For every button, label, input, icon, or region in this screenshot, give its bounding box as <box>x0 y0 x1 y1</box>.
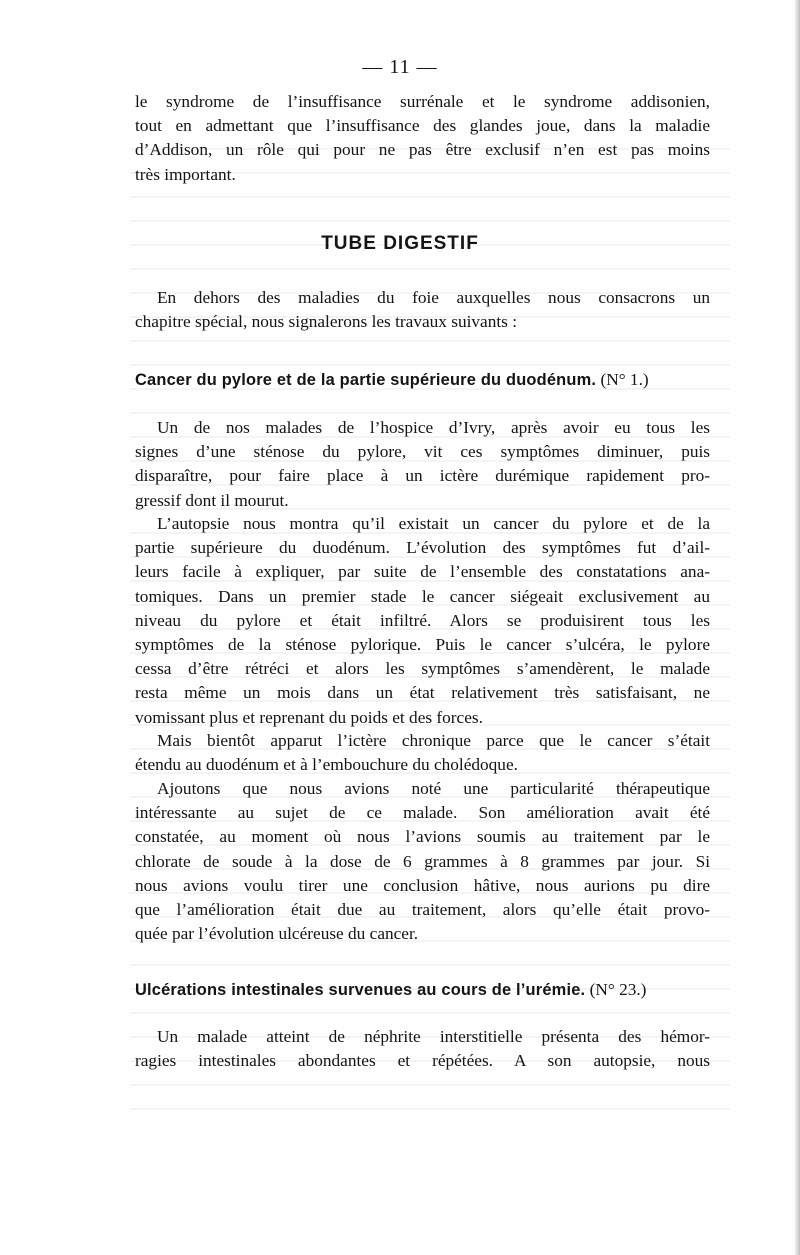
case1-paragraph-1 <box>135 416 710 513</box>
text-line: niveau du pylore et était infiltré. Alors se produisirent tous les <box>135 610 710 630</box>
case2-heading <box>135 978 710 1002</box>
text-line: intéressante au sujet de ce malade. Son amélioration avait été <box>135 803 710 823</box>
text-line: nous avions voulu tirer une conclusion hâtive, nous aurions pu dire <box>135 875 710 895</box>
text-line: quée par l’évolution ulcéreuse du cancer. <box>135 924 419 944</box>
section-title: TUBE DIGESTIF <box>321 233 479 254</box>
text-line: que l’amélioration était due au traitement, alors qu’elle était provo- <box>135 900 710 920</box>
text-line: chapitre spécial, nous signalerons les travaux suivants : <box>135 312 518 332</box>
text-line: disparaître, pour faire place à un ictère durémique rapidement pro- <box>135 466 710 486</box>
text-line: très important. <box>135 164 236 184</box>
case2-reference: (N° 23.) <box>589 980 647 999</box>
intro-paragraph <box>135 90 710 187</box>
text-line: chlorate de soude à la dose de 6 grammes à 8 grammes par jour. Si <box>135 851 710 871</box>
text-line: resta même un mois dans un état relativement très satisfaisant, ne <box>135 683 710 703</box>
text-line: tout en admettant que l’insuffisance des glandes joue, dans la maladie <box>135 116 710 136</box>
text-line: En dehors des maladies du foie auxquelles nous consacrons un <box>157 288 710 307</box>
text-line: tomiques. Dans un premier stade le cancer siégeait exclusivement au <box>135 586 710 606</box>
text-line: gressif dont il mourut. <box>135 490 289 510</box>
case1-paragraph-2 <box>135 512 710 730</box>
case1-reference: (N° 1.) <box>600 370 649 389</box>
page-edge-shadow <box>794 0 800 1255</box>
text-line: d’Addison, un rôle qui pour ne pas être exclusif n’en est pas moins <box>135 140 710 160</box>
text-line: signes d’une sténose du pylore, vit ces symptômes diminuer, puis <box>135 442 710 462</box>
text-line: partie supérieure du duodénum. L’évolution des symptômes fut d’ail- <box>135 538 710 558</box>
text-line: le syndrome de l’insuffisance surrénale et le syndrome addisonien, <box>135 92 710 111</box>
text-line: Un malade atteint de néphrite interstitielle présenta des hémor- <box>157 1027 710 1046</box>
text-line: L’autopsie nous montra qu’il existait un cancer du pylore et de la <box>157 514 710 533</box>
case1-paragraph-3 <box>135 729 710 777</box>
text-line: Un de nos malades de l’hospice d’Ivry, après avoir eu tous les <box>157 418 710 437</box>
case1-paragraph-4 <box>135 777 710 946</box>
text-line: constatée, au moment où nous l’avions soumis au traitement par le <box>135 827 710 847</box>
case2-paragraph-1 <box>135 1025 710 1073</box>
case1-heading-text: Cancer du pylore et de la partie supérieure du duodénum. <box>135 371 597 389</box>
text-line: Mais bientôt apparut l’ictère chronique parce que le cancer s’était <box>157 731 710 750</box>
case2-heading-text: Ulcérations intestinales survenues au cours de l’urémie. <box>135 981 586 999</box>
text-line: vomissant plus et reprenant du poids et des forces. <box>135 707 483 727</box>
text-line: ragies intestinales abondantes et répétées. A son autopsie, nous <box>135 1051 710 1071</box>
text-line: Ajoutons que nous avions noté une particularité thérapeutique <box>157 779 710 798</box>
text-line: symptômes de la sténose pylorique. Puis le cancer s’ulcéra, le pylore <box>135 635 710 655</box>
text-line: étendu au duodénum et à l’embouchure du cholédoque. <box>135 755 518 775</box>
case1-heading <box>135 368 710 392</box>
section-intro-paragraph <box>135 286 710 334</box>
text-line: cessa d’être rétréci et alors les symptômes s’amendèrent, le malade <box>135 659 710 679</box>
text-line: leurs facile à expliquer, par suite de l’ensemble des constatations ana- <box>135 562 710 582</box>
page-number: — 11 — <box>362 56 438 78</box>
